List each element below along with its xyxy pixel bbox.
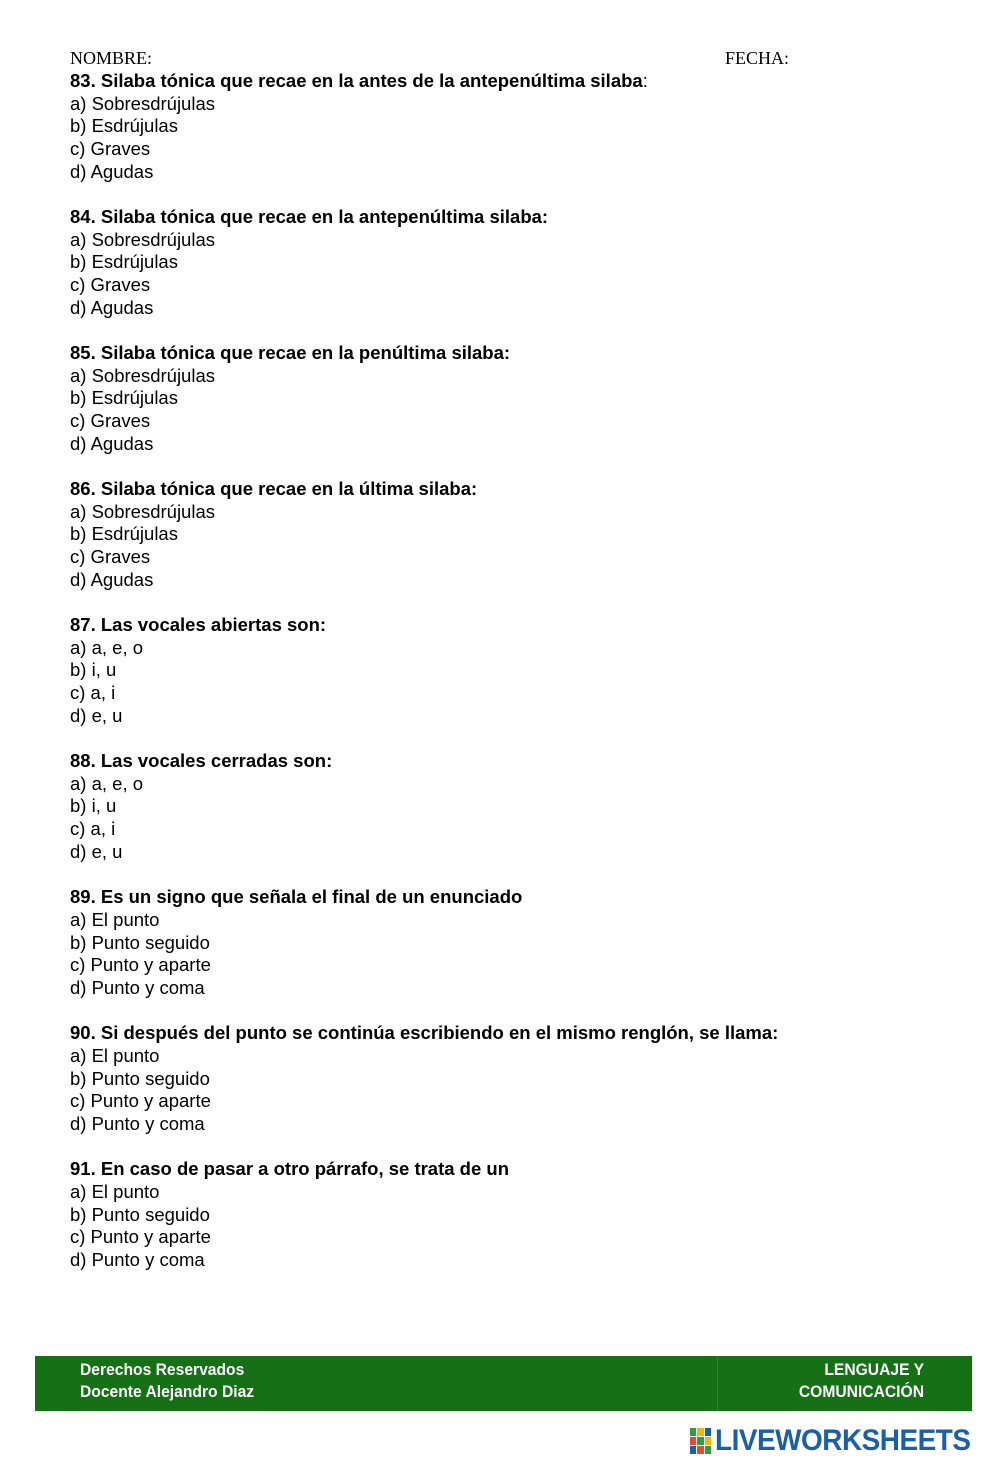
question-90: [70, 1022, 970, 1136]
option-a: a) El punto: [70, 1044, 160, 1066]
question-title: 90. Si después del punto se continúa escribiendo en el mismo renglón, se llama:: [70, 1022, 779, 1044]
question-title: 88. Las vocales cerradas son:: [70, 750, 333, 772]
liveworksheets-logo[interactable]: [690, 1423, 990, 1459]
nombre-label: NOMBRE:: [70, 48, 153, 68]
option-a: a) a, e, o: [70, 772, 144, 794]
question-86: [70, 478, 970, 592]
option-c: c) Graves: [70, 410, 151, 432]
option-d: d) e, u: [70, 840, 123, 862]
option-a: a) Sobresdrújulas: [70, 228, 215, 250]
option-a: a) a, e, o: [70, 636, 144, 658]
option-c: c) Punto y aparte: [70, 1226, 211, 1248]
footer-teacher: Docente Alejandro Diaz: [80, 1382, 255, 1401]
option-d: d) e, u: [70, 704, 123, 726]
footer-banner: [35, 1356, 972, 1411]
question-title: 83. Silaba tónica que recae en la antes de la antepenúltima silaba:: [70, 70, 648, 91]
footer-subject: [799, 1359, 924, 1403]
footer-divider: [717, 1356, 718, 1411]
option-d: d) Punto y coma: [70, 1248, 205, 1270]
option-d: d) Punto y coma: [70, 976, 205, 998]
footer-subject-line1: LENGUAJE Y: [824, 1360, 924, 1379]
question-83: [70, 70, 970, 184]
option-a: a) El punto: [70, 1180, 160, 1202]
option-a: a) Sobresdrújulas: [70, 500, 215, 522]
option-a: a) Sobresdrújulas: [70, 364, 215, 386]
footer-rights: Derechos Reservados: [80, 1360, 245, 1379]
question-list: [70, 70, 970, 1294]
option-b: b) i, u: [70, 659, 117, 681]
option-b: b) Esdrújulas: [70, 387, 178, 409]
option-b: b) Esdrújulas: [70, 251, 178, 273]
option-c: c) a, i: [70, 818, 116, 840]
option-c: c) Graves: [70, 546, 151, 568]
option-d: d) Punto y coma: [70, 1112, 205, 1134]
question-title: 86. Silaba tónica que recae en la última silaba:: [70, 478, 478, 500]
option-c: c) Graves: [70, 138, 151, 160]
question-91: [70, 1158, 970, 1272]
worksheet-header: [70, 48, 810, 70]
option-c: c) Graves: [70, 274, 151, 296]
option-b: b) i, u: [70, 795, 117, 817]
question-title: 87. Las vocales abiertas son:: [70, 614, 327, 636]
option-d: d) Agudas: [70, 296, 154, 318]
option-b: b) Esdrújulas: [70, 523, 178, 545]
option-b: b) Punto seguido: [70, 1203, 210, 1225]
fecha-label: FECHA:: [725, 48, 790, 68]
question-88: [70, 750, 970, 864]
option-d: d) Agudas: [70, 160, 154, 182]
question-title: 85. Silaba tónica que recae en la penúltima silaba:: [70, 342, 511, 364]
option-c: c) Punto y aparte: [70, 1090, 211, 1112]
option-c: c) a, i: [70, 682, 116, 704]
liveworksheets-grid-icon: [690, 1428, 711, 1454]
liveworksheets-wordmark: LIVEWORKSHEETS: [715, 1424, 971, 1457]
question-84: [70, 206, 970, 320]
option-b: b) Esdrújulas: [70, 115, 178, 137]
option-d: d) Agudas: [70, 568, 154, 590]
option-b: b) Punto seguido: [70, 1067, 210, 1089]
question-85: [70, 342, 970, 456]
question-87: [70, 614, 970, 728]
option-c: c) Punto y aparte: [70, 954, 211, 976]
footer-subject-line2: COMUNICACIÓN: [798, 1382, 924, 1401]
question-title: 91. En caso de pasar a otro párrafo, se trata de un: [70, 1158, 510, 1180]
option-a: a) Sobresdrújulas: [70, 92, 215, 114]
question-title: 89. Es un signo que señala el final de un enunciado: [70, 886, 523, 908]
option-b: b) Punto seguido: [70, 931, 210, 953]
question-89: [70, 886, 970, 1000]
option-a: a) El punto: [70, 908, 160, 930]
footer-credits: [80, 1359, 254, 1403]
option-d: d) Agudas: [70, 432, 154, 454]
question-title: 84. Silaba tónica que recae en la antepenúltima silaba:: [70, 206, 549, 228]
